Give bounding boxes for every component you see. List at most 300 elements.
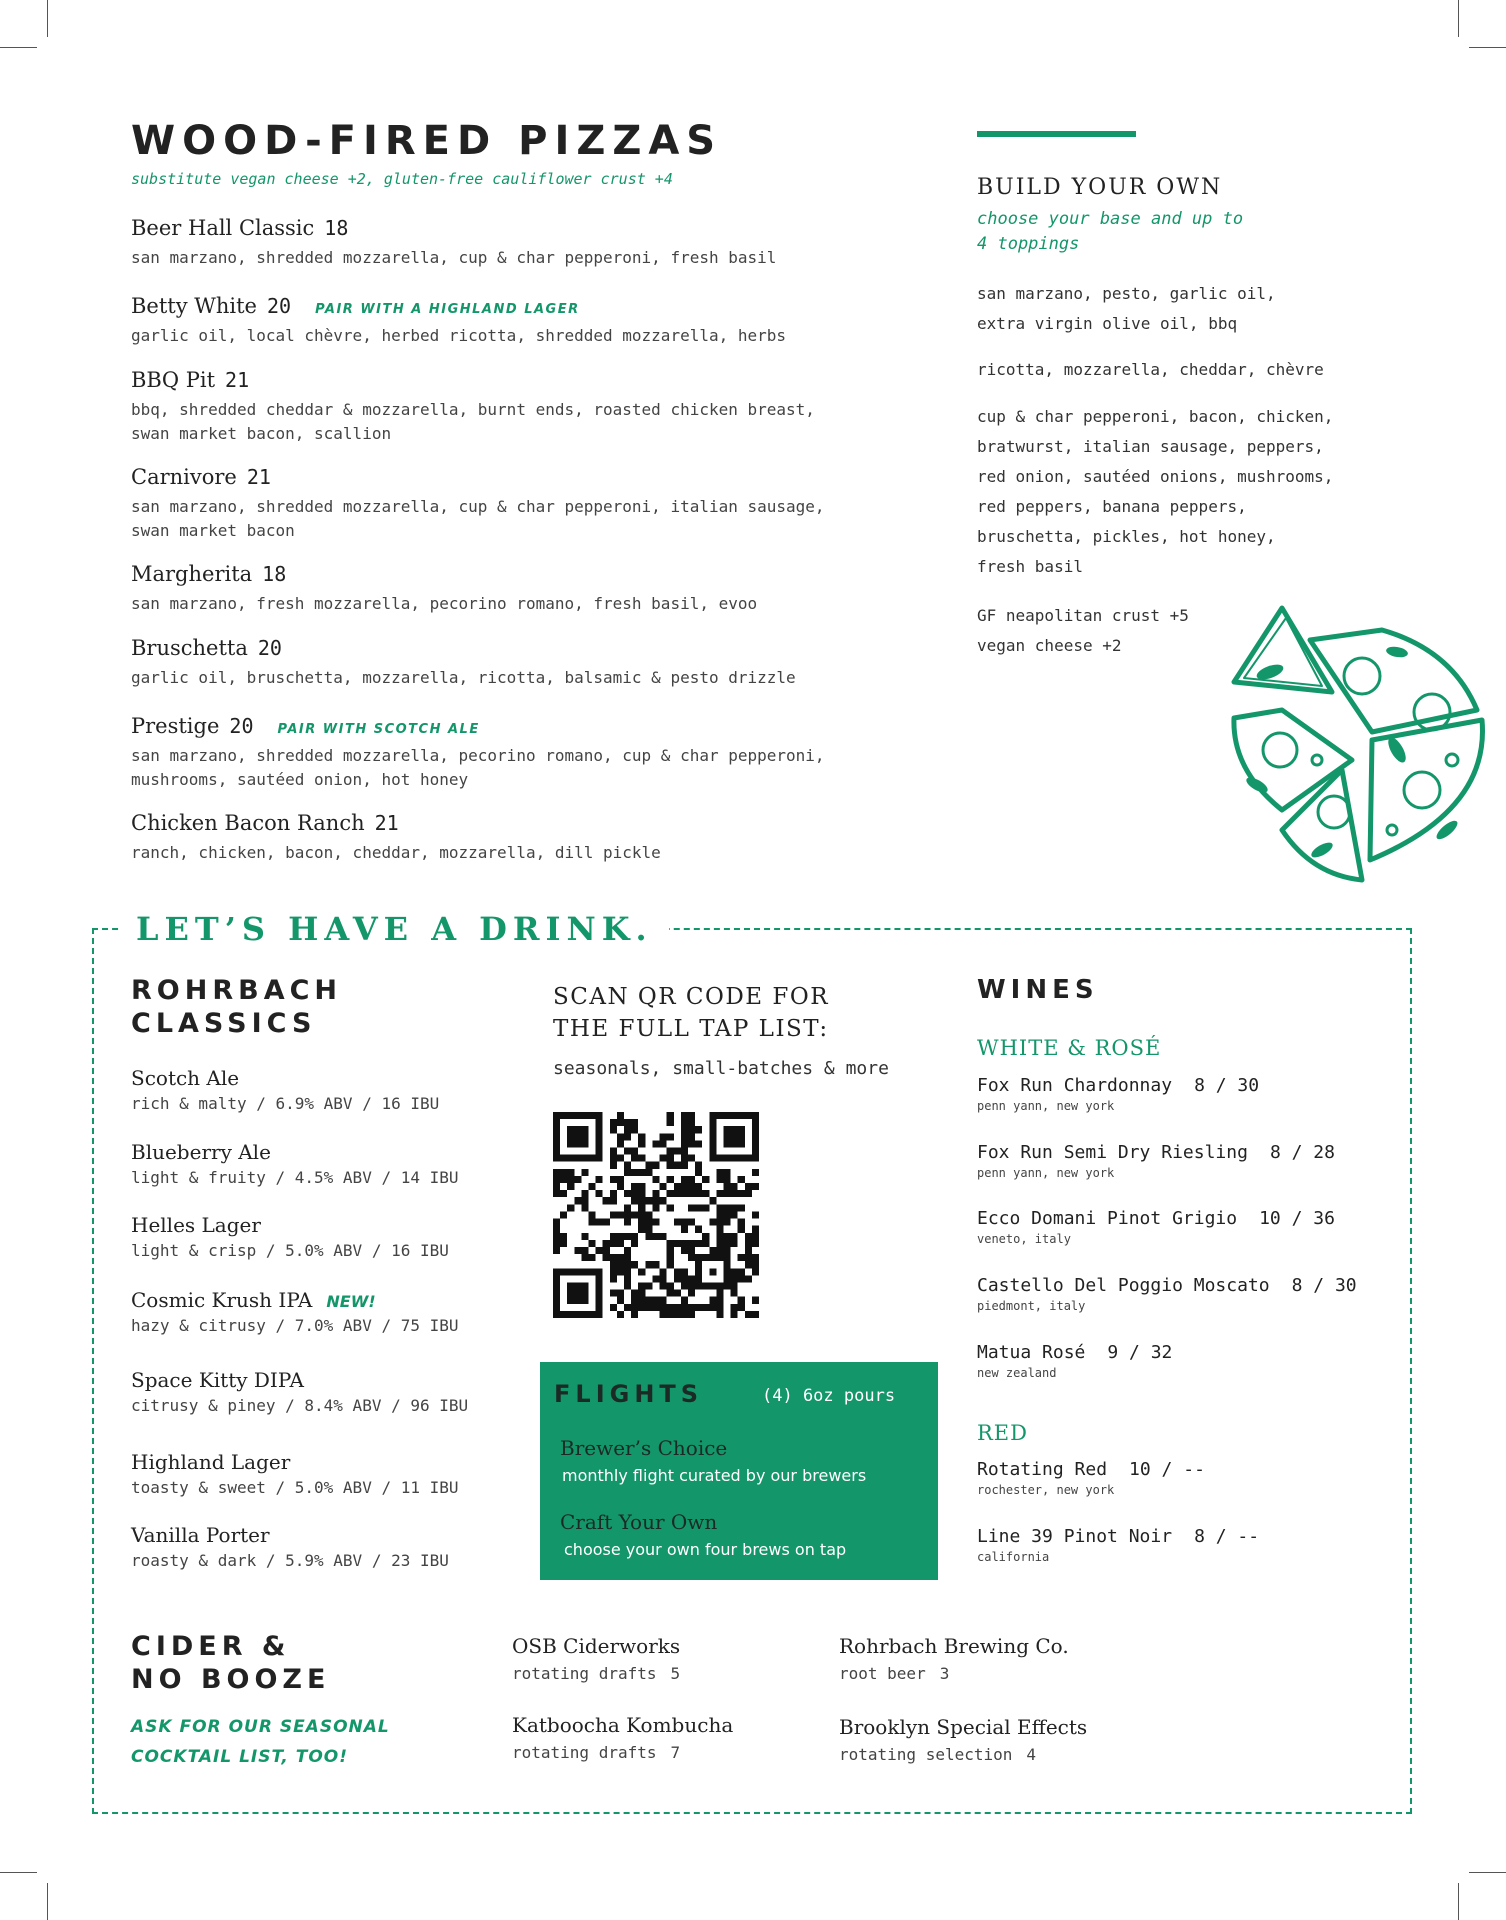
qr-module: [624, 1268, 631, 1275]
qr-module: [716, 1211, 723, 1218]
wine-price: 8 / --: [1194, 1526, 1260, 1547]
qr-module: [716, 1176, 723, 1183]
qr-module: [624, 1133, 631, 1140]
cider-price: 4: [1026, 1745, 1037, 1764]
qr-module: [752, 1169, 759, 1176]
crop-mark: [0, 1872, 37, 1873]
qr-module: [716, 1169, 723, 1176]
pizza-desc: san marzano, shredded mozzarella, cup & char pepperoni, italian sausage,: [131, 497, 825, 516]
qr-module: [688, 1204, 695, 1211]
qr-module: [574, 1197, 581, 1204]
qr-module: [645, 1233, 652, 1240]
qr-module: [560, 1176, 567, 1183]
qr-module: [745, 1190, 752, 1197]
qr-module: [667, 1290, 674, 1297]
qr-module: [681, 1162, 688, 1169]
qr-module: [660, 1233, 667, 1240]
qr-module: [674, 1304, 681, 1311]
cider-price: 7: [670, 1743, 681, 1762]
beer-item: [131, 1523, 449, 1570]
wine-price: 8 / 30: [1291, 1275, 1357, 1296]
qr-module: [667, 1247, 674, 1254]
qr-module: [688, 1254, 695, 1261]
qr-module: [652, 1219, 659, 1226]
wine-name-row: [977, 1342, 1172, 1363]
qr-module: [638, 1226, 645, 1233]
cider-desc: rotating drafts: [512, 1664, 657, 1683]
classics-title-line: ROHRBACH: [131, 975, 343, 1006]
qr-module: [553, 1247, 560, 1254]
qr-module: [617, 1311, 624, 1318]
cider-note: [131, 1712, 390, 1772]
byo-extras: [977, 601, 1189, 661]
qr-module: [667, 1112, 674, 1119]
qr-module: [617, 1211, 624, 1218]
qr-module: [631, 1240, 638, 1247]
qr-module: [738, 1219, 745, 1226]
wines-title: WINES: [977, 975, 1099, 1005]
flights-pours: (4) 6oz pours: [762, 1386, 896, 1406]
cider-note-line: COCKTAIL LIST, TOO!: [131, 1747, 348, 1767]
qr-module: [716, 1297, 723, 1304]
wine-item: [977, 1208, 1335, 1246]
beer-desc: light & crisp / 5.0% ABV / 16 IBU: [131, 1241, 449, 1260]
qr-module: [695, 1204, 702, 1211]
qr-module: [638, 1290, 645, 1297]
byo-line: extra virgin olive oil, bbq: [977, 314, 1238, 333]
qr-module: [738, 1304, 745, 1311]
qr-module: [723, 1233, 730, 1240]
flights-title: FLIGHTS: [554, 1380, 704, 1408]
qr-module: [638, 1169, 645, 1176]
beer-name-row: [131, 1140, 459, 1164]
wine-origin: penn yann, new york: [977, 1166, 1115, 1180]
pizza-desc: bbq, shredded cheddar & mozzarella, burnt ends, roasted chicken breast,: [131, 400, 815, 419]
qr-module: [681, 1176, 688, 1183]
qr-module: [688, 1304, 695, 1311]
cider-price: 5: [670, 1664, 681, 1683]
byo-bases: [977, 279, 1276, 339]
wine-origin: new zealand: [977, 1366, 1057, 1380]
qr-module: [667, 1190, 674, 1197]
qr-module: [709, 1268, 716, 1275]
cider-desc: root beer: [839, 1664, 926, 1683]
qr-module: [581, 1197, 588, 1204]
qr-module: [745, 1254, 752, 1261]
qr-module: [631, 1304, 638, 1311]
crop-mark: [47, 0, 48, 37]
qr-module: [667, 1304, 674, 1311]
pizza-name-row: [131, 714, 825, 744]
wine-name: Ecco Domani Pinot Grigio: [977, 1208, 1238, 1229]
qr-module: [674, 1311, 681, 1318]
qr-module: [624, 1282, 631, 1289]
qr-module: [660, 1282, 667, 1289]
qr-module: [610, 1254, 617, 1261]
qr-module: [695, 1240, 702, 1247]
qr-module: [610, 1162, 617, 1169]
pizza-name: Margherita: [131, 562, 253, 586]
pizza-desc: san marzano, shredded mozzarella, pecorino romano, cup & char pepperoni,: [131, 746, 825, 765]
cider-desc: rotating selection: [839, 1745, 1013, 1764]
qr-module: [681, 1112, 688, 1119]
wine-origin: piedmont, italy: [977, 1299, 1086, 1313]
qr-module: [681, 1183, 688, 1190]
qr-module: [702, 1204, 709, 1211]
qr-module: [603, 1197, 610, 1204]
qr-module: [560, 1233, 567, 1240]
qr-module: [645, 1169, 652, 1176]
qr-module: [652, 1261, 659, 1268]
qr-module: [716, 1233, 723, 1240]
qr-module: [688, 1275, 695, 1282]
beer-name: Space Kitty DIPA: [131, 1368, 304, 1392]
qr-module: [723, 1240, 730, 1247]
qr-module: [674, 1268, 681, 1275]
pizza-name: BBQ Pit: [131, 368, 216, 392]
qr-module: [610, 1126, 617, 1133]
qr-module: [667, 1261, 674, 1268]
qr-module: [596, 1176, 603, 1183]
qr-module: [631, 1197, 638, 1204]
pizza-name-row: [131, 368, 815, 398]
qr-module: [731, 1282, 738, 1289]
wine-name-row: [977, 1275, 1357, 1296]
cider-desc-row: [839, 1664, 1069, 1683]
cider-price: 3: [939, 1664, 950, 1683]
qr-module: [681, 1155, 688, 1162]
qr-module: [709, 1247, 716, 1254]
qr-module: [553, 1183, 560, 1190]
qr-module: [567, 1169, 574, 1176]
qr-module: [702, 1176, 709, 1183]
qr-module: [617, 1261, 624, 1268]
qr-module: [652, 1275, 659, 1282]
byo-toppings: [977, 402, 1333, 582]
wine-name-row: [977, 1459, 1205, 1480]
qr-module: [631, 1148, 638, 1155]
qr-module: [688, 1282, 695, 1289]
pizza-name: Prestige: [131, 714, 220, 738]
qr-module: [631, 1190, 638, 1197]
qr-module: [631, 1169, 638, 1176]
qr-module: [667, 1240, 674, 1247]
qr-module: [738, 1275, 745, 1282]
qr-module: [681, 1226, 688, 1233]
pizza-price: 18: [262, 562, 287, 586]
byo-line: ricotta, mozzarella, cheddar, chèvre: [977, 360, 1324, 379]
qr-module: [660, 1183, 667, 1190]
qr-module: [731, 1204, 738, 1211]
wine-item: [977, 1459, 1205, 1497]
qr-module: [738, 1190, 745, 1197]
qr-module: [567, 1176, 574, 1183]
qr-module: [624, 1304, 631, 1311]
qr-module: [695, 1169, 702, 1176]
qr-module: [638, 1268, 645, 1275]
qr-module: [617, 1140, 624, 1147]
qr-module: [631, 1311, 638, 1318]
wine-name: Fox Run Semi Dry Riesling: [977, 1142, 1248, 1163]
qr-module: [638, 1183, 645, 1190]
new-badge: NEW!: [326, 1292, 376, 1311]
qr-module: [738, 1176, 745, 1183]
qr-module: [667, 1204, 674, 1211]
qr-module: [695, 1126, 702, 1133]
qr-module: [681, 1140, 688, 1147]
beer-name-row: [131, 1288, 459, 1312]
pizza-item: [131, 294, 786, 348]
pizza-item: [131, 465, 825, 543]
qr-module: [624, 1204, 631, 1211]
pizza-desc: san marzano, shredded mozzarella, cup & char pepperoni, fresh basil: [131, 248, 777, 267]
qr-module: [617, 1112, 624, 1119]
beer-name-row: [131, 1066, 439, 1090]
flight-option-desc: monthly flight curated by our brewers: [562, 1466, 867, 1485]
qr-module: [631, 1183, 638, 1190]
flight-option-name: Craft Your Own: [560, 1510, 718, 1534]
qr-module: [645, 1162, 652, 1169]
tap-title-line: THE FULL TAP LIST:: [553, 1016, 829, 1042]
byo-subtitle: [977, 207, 1243, 257]
byo-line: bratwurst, italian sausage, peppers,: [977, 437, 1324, 456]
crop-mark: [1469, 47, 1506, 48]
qr-module: [695, 1140, 702, 1147]
wine-price: 8 / 28: [1269, 1142, 1335, 1163]
qr-module: [674, 1183, 681, 1190]
qr-module: [645, 1261, 652, 1268]
byo-title: BUILD YOUR OWN: [977, 175, 1223, 200]
pizza-name: Bruschetta: [131, 636, 248, 660]
qr-module: [610, 1275, 617, 1282]
qr-module: [560, 1169, 567, 1176]
qr-module: [638, 1140, 645, 1147]
qr-module: [745, 1233, 752, 1240]
qr-module: [652, 1233, 659, 1240]
qr-module: [716, 1247, 723, 1254]
qr-module: [624, 1254, 631, 1261]
qr-module: [660, 1197, 667, 1204]
qr-module: [681, 1282, 688, 1289]
qr-module: [688, 1190, 695, 1197]
cider-item: [839, 1634, 1069, 1683]
pizza-price: 20: [257, 636, 282, 660]
qr-module: [617, 1290, 624, 1297]
qr-module: [752, 1183, 759, 1190]
pizza-name-row: [131, 636, 796, 666]
qr-module: [631, 1297, 638, 1304]
byo-subtitle-line: 4 toppings: [977, 234, 1080, 254]
qr-module: [624, 1211, 631, 1218]
qr-module: [731, 1233, 738, 1240]
qr-module: [603, 1240, 610, 1247]
qr-module: [645, 1297, 652, 1304]
qr-module: [702, 1240, 709, 1247]
qr-module: [731, 1240, 738, 1247]
pizza-name-row: [131, 465, 825, 495]
qr-code-icon[interactable]: [553, 1112, 759, 1318]
byo-line: bruschetta, pickles, hot honey,: [977, 527, 1276, 546]
qr-module: [610, 1190, 617, 1197]
beer-name: Highland Lager: [131, 1450, 291, 1474]
beer-desc: light & fruity / 4.5% ABV / 14 IBU: [131, 1168, 459, 1187]
tap-subtitle: seasonals, small-batches & more: [553, 1058, 889, 1079]
qr-module: [610, 1268, 617, 1275]
wine-name: Matua Rosé: [977, 1342, 1086, 1363]
qr-module: [617, 1233, 624, 1240]
qr-module: [745, 1275, 752, 1282]
qr-module: [688, 1119, 695, 1126]
qr-module: [681, 1148, 688, 1155]
pizza-price: 21: [246, 465, 271, 489]
qr-module: [660, 1275, 667, 1282]
qr-module: [624, 1148, 631, 1155]
cider-desc-row: [512, 1743, 733, 1762]
crop-mark: [1469, 1872, 1506, 1873]
qr-module: [681, 1304, 688, 1311]
beer-item: [131, 1450, 459, 1497]
qr-module: [688, 1140, 695, 1147]
pizza-desc: garlic oil, local chèvre, herbed ricotta, shredded mozzarella, herbs: [131, 326, 787, 345]
qr-module: [638, 1211, 645, 1218]
byo-line: red onion, sautéed onions, mushrooms,: [977, 467, 1334, 486]
beer-item: [131, 1288, 459, 1335]
wine-name-row: [977, 1526, 1259, 1547]
qr-module: [553, 1176, 560, 1183]
qr-module: [610, 1290, 617, 1297]
beer-name-row: [131, 1450, 459, 1474]
qr-module: [638, 1304, 645, 1311]
qr-module: [589, 1211, 596, 1218]
qr-module: [638, 1204, 645, 1211]
qr-module: [553, 1226, 560, 1233]
pizza-name-row: [131, 294, 786, 324]
crop-mark: [1458, 1883, 1459, 1920]
qr-module: [695, 1183, 702, 1190]
cider-desc-row: [839, 1745, 1087, 1764]
pizzas-subtitle: substitute vegan cheese +2, gluten-free cauliflower crust +4: [131, 170, 673, 188]
qr-module: [688, 1155, 695, 1162]
qr-module: [652, 1204, 659, 1211]
qr-module: [674, 1290, 681, 1297]
classics-title-line: CLASSICS: [131, 1008, 317, 1039]
pizza-item: [131, 636, 796, 690]
cider-name: OSB Ciderworks: [512, 1634, 681, 1658]
qr-module: [617, 1155, 624, 1162]
cider-item: [839, 1715, 1087, 1764]
wine-origin: penn yann, new york: [977, 1099, 1115, 1113]
qr-module: [674, 1190, 681, 1197]
qr-module: [716, 1190, 723, 1197]
wine-item: [977, 1142, 1335, 1180]
beer-item: [131, 1368, 468, 1415]
qr-module: [581, 1233, 588, 1240]
qr-module: [738, 1268, 745, 1275]
qr-module: [667, 1311, 674, 1318]
qr-module: [652, 1162, 659, 1169]
qr-module: [681, 1119, 688, 1126]
qr-module: [709, 1304, 716, 1311]
qr-module: [589, 1240, 596, 1247]
qr-module: [688, 1183, 695, 1190]
qr-module: [702, 1233, 709, 1240]
pizza-item: [131, 562, 757, 616]
qr-module: [631, 1233, 638, 1240]
qr-module: [617, 1119, 624, 1126]
qr-module: [674, 1148, 681, 1155]
qr-module: [688, 1176, 695, 1183]
qr-module: [745, 1261, 752, 1268]
qr-module: [638, 1197, 645, 1204]
wine-origin: rochester, new york: [977, 1483, 1115, 1497]
pizza-price: 18: [324, 216, 349, 240]
qr-module: [681, 1219, 688, 1226]
qr-module: [738, 1297, 745, 1304]
qr-module: [596, 1219, 603, 1226]
qr-module: [631, 1211, 638, 1218]
cider-desc: rotating drafts: [512, 1743, 657, 1762]
drinks-title: LET’S HAVE A DRINK.: [136, 910, 653, 948]
qr-module: [681, 1133, 688, 1140]
pizzas-title: WOOD-FIRED PIZZAS: [131, 118, 723, 164]
qr-module: [695, 1162, 702, 1169]
qr-module: [745, 1311, 752, 1318]
qr-module: [723, 1190, 730, 1197]
qr-module: [638, 1190, 645, 1197]
wines-red-title: RED: [977, 1421, 1028, 1445]
qr-module: [716, 1240, 723, 1247]
qr-module: [688, 1112, 695, 1119]
qr-module: [581, 1204, 588, 1211]
qr-module: [638, 1155, 645, 1162]
pizza-item: [131, 714, 825, 792]
qr-module: [660, 1133, 667, 1140]
pizza-price: 21: [374, 811, 399, 835]
qr-module: [752, 1233, 759, 1240]
qr-module: [603, 1219, 610, 1226]
beer-name: Scotch Ale: [131, 1066, 240, 1090]
qr-module: [738, 1226, 745, 1233]
qr-module: [624, 1247, 631, 1254]
qr-module: [667, 1155, 674, 1162]
byo-line: GF neapolitan crust +5: [977, 606, 1189, 625]
qr-module: [652, 1176, 659, 1183]
qr-module: [631, 1261, 638, 1268]
qr-module: [688, 1133, 695, 1140]
cider-note-line: ASK FOR OUR SEASONAL: [131, 1717, 390, 1737]
beer-desc: citrusy & piney / 8.4% ABV / 96 IBU: [131, 1396, 469, 1415]
qr-module: [688, 1247, 695, 1254]
qr-module: [610, 1304, 617, 1311]
qr-module: [610, 1155, 617, 1162]
qr-module: [723, 1169, 730, 1176]
qr-module: [610, 1233, 617, 1240]
qr-module: [695, 1190, 702, 1197]
beer-desc: hazy & citrusy / 7.0% ABV / 75 IBU: [131, 1316, 459, 1335]
qr-module: [624, 1169, 631, 1176]
qr-module: [667, 1282, 674, 1289]
qr-module: [731, 1304, 738, 1311]
qr-module: [667, 1162, 674, 1169]
qr-module: [631, 1155, 638, 1162]
beer-item: [131, 1066, 439, 1113]
qr-module: [667, 1119, 674, 1126]
qr-module: [752, 1240, 759, 1247]
pizza-desc: swan market bacon: [131, 521, 295, 540]
qr-module: [638, 1219, 645, 1226]
wine-name-row: [977, 1142, 1335, 1163]
wine-price: 10 / --: [1129, 1459, 1205, 1480]
